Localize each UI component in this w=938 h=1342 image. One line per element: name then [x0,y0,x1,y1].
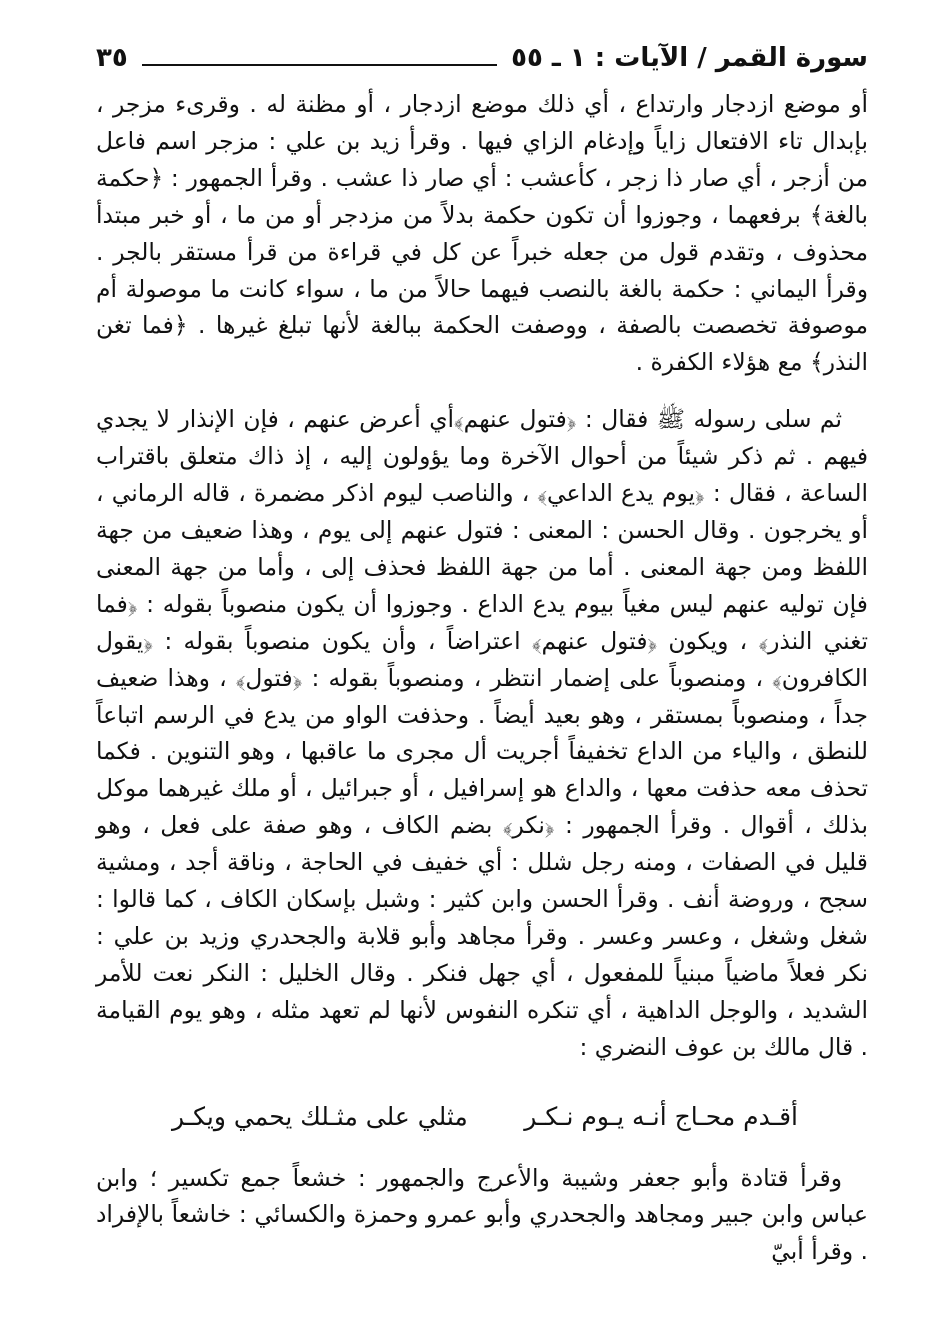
header-title: سورة القمر / الآيات : ١ ـ ٥٥ [511,43,868,73]
verse-second-hemistich: مثلي على مثـلك يحمي ويكـر [172,1101,468,1131]
header-rule [142,64,497,66]
paragraph-2: ثم سلى رسوله ﷺ فقال : ﴿فتول عنهم﴾أي أعرض عنهم ، فإن الإنذار لا يجدي فيهم . ثم ذكر شيئاً من أحوال الآخرة وما يؤولون إليه ، إذ ذاك متعلق باقتراب الساعة ، فقال : ﴿يوم يدع الداعي﴾ ، والناصب ليوم اذكر مضمرة ، قاله الرماني ، أو يخرجون . وقال الحسن : المعنى : فتول عنهم إلى يوم ، وهذا ضعيف من جهة اللفظ ومن جهة المعنى . أما من جهة اللفظ فحذف إلى ، وأما من جهة المعنى فإن توليه عنهم ليس مغياً بيوم يدع الداع . وجوزوا أن يكون منصوباً بقوله : ﴿فما تغني النذر﴾ ، ويكون ﴿فتول عنهم﴾ اعتراضاً ، وأن يكون منصوباً بقوله : ﴿يقول الكافرون﴾ ، ومنصوباً على إضمار انتظر ، ومنصوباً بقوله : ﴿فتول﴾ ، وهذا ضعيف جداً ، ومنصوباً بمستقر ، وهو بعيد أيضاً . وحذفت الواو من يدع في الرسم اتباعاً للنطق ، والياء من الداع تخفيفاً أجريت أل مجرى ما عاقبها ، وهو التنوين . فكما تحذف معه حذفت معها ، والداع هو إسرافيل ، أو جبرائيل ، أو ملك غيرهما موكل بذلك ، أقوال . وقرأ الجمهور : ﴿نكر﴾ بضم الكاف ، وهو صفة على فعل ، وهو قليل في الصفات ، ومنه رجل شلل : أي خفيف في الحاجة ، وناقة أجد ، ومشية سجح ، وروضة أنف . وقرأ الحسن وابن كثير : وشبل بإسكان الكاف ، كما قالوا : شغل وشغل ، وعسر وعسر . وقرأ مجاهد وأبو قلابة والجحدري وزيد بن علي : نكر فعلاً ماضياً مبنياً للمفعول ، أي جهل فنكر . وقال الخليل : النكر نعت للأمر الشديد ، والوجل الداهية ، أي تنكره النفوس لأنها لم تعهد مثله ، وهو يوم القيامة . قال مالك بن عوف النضري : [96,405,868,1061]
paragraph-3: وقرأ قتادة وأبو جعفر وشيبة والأعرج والجمهور : خشعاً جمع تكسير ؛ وابن عباس وابن جبير ومجاهد والجحدري وأبو عمرو وحمزة والكسائي : خاشعاً بالإفراد . وقرأ أبيّ [96,1163,868,1266]
body-text [96,86,868,1270]
running-header [96,28,868,88]
paragraph-1: أو موضع ازدجار وارتداع ، أي ذلك موضع ازدجار ، أو مظنة له . وقرىء مزجر ، بإبدال تاء الافتعال زاياً وإدغام الزاي فيها . وقرأ زيد بن علي : مزجر اسم فاعل من أزجر ، أي صار ذا زجر ، كأعشب : أي صار ذا عشب . وقرأ الجمهور : ﴿حكمة بالغة﴾ برفعهما ، وجوزوا أن تكون حكمة بدلاً من مزدجر أو من ما ، أو خبر مبتدأ محذوف ، وتقدم قول من جعله خبراً عن كل في قراءة من قرأ مستقر بالجر . وقرأ اليماني : حكمة بالغة بالنصب فيهما حالاً من ما ، سواء كانت ما موصولة أم موصوفة تخصصت بالصفة ، ووصفت الحكمة ببالغة لأنها تبلغ غيرها . ﴿فما تغن النذر﴾ مع هؤلاء الكفرة . [96,90,868,377]
page-number: ٣٥ [96,43,128,73]
verse-first-hemistich: أقـدم محـاج أنـه يـوم نـكـر [524,1101,798,1131]
poetry-verse [172,1100,798,1134]
